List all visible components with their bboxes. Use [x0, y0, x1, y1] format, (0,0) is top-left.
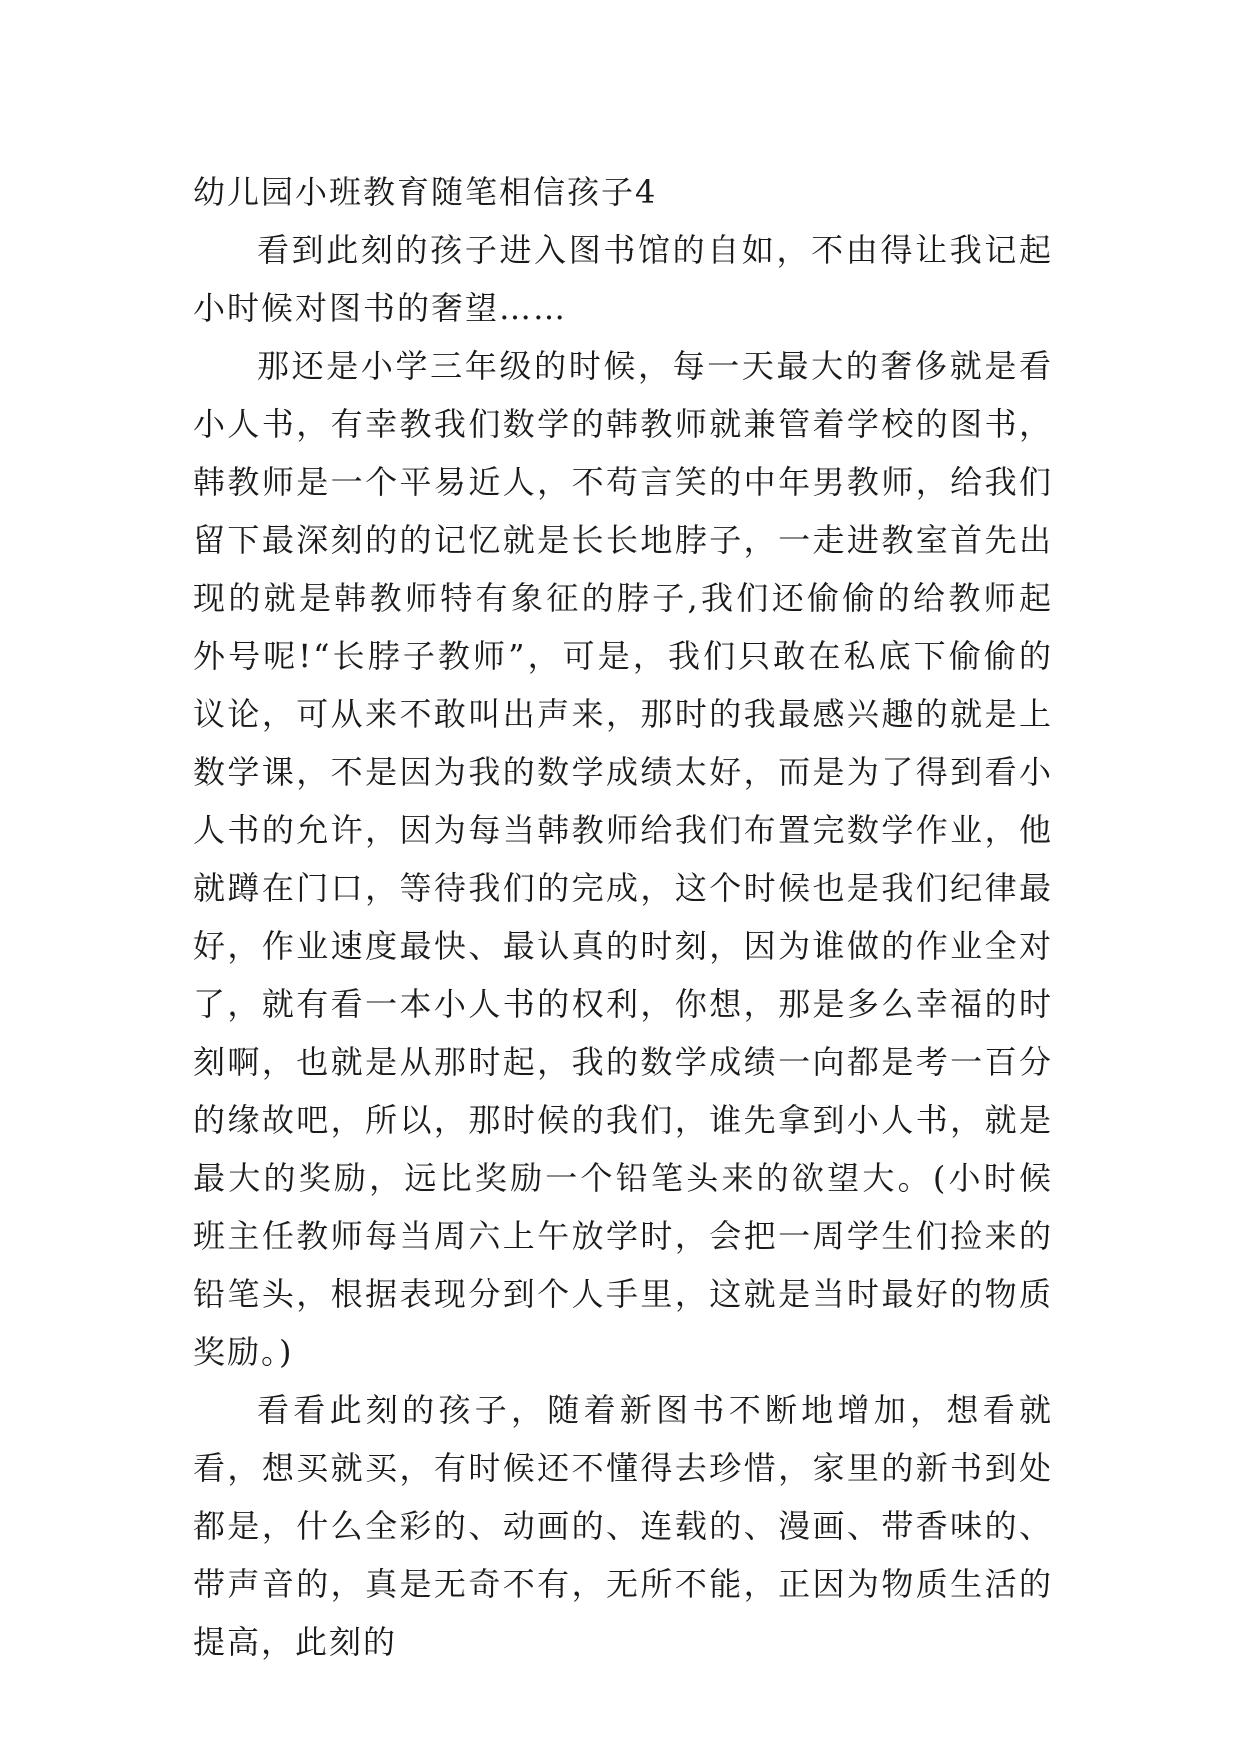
document-title: 幼儿园小班教育随笔相信孩子4 [193, 173, 658, 211]
paragraph-1: 看到此刻的孩子进入图书馆的自如，不由得让我记起小时候对图书的奢望…… [193, 231, 1053, 327]
document-body [193, 163, 1053, 1671]
paragraph-3: 看看此刻的孩子，随着新图书不断地增加，想看就看，想买就买，有时候还不懂得去珍惜，家里的新书到处都是，什么全彩的、动画的、连载的、漫画、带香味的、带声音的，真是无奇不有，无所不能，正因为物质生活的提高，此刻的 [193, 1391, 1053, 1661]
paragraph-2: 那还是小学三年级的时候，每一天最大的奢侈就是看小人书，有幸教我们数学的韩教师就兼管着学校的图书，韩教师是一个平易近人，不苟言笑的中年男教师，给我们留下最深刻的的记忆就是长长地脖子，一走进教室首先出现的就是韩教师特有象征的脖子,我们还偷偷的给教师起外号呢!“长脖子教师”，可是，我们只敢在私底下偷偷的议论，可从来不敢叫出声来，那时的我最感兴趣的就是上数学课，不是因为我的数学成绩太好，而是为了得到看小人书的允许，因为每当韩教师给我们布置完数学作业，他就蹲在门口，等待我们的完成，这个时候也是我们纪律最好，作业速度最快、最认真的时刻，因为谁做的作业全对了，就有看一本小人书的权利，你想，那是多么幸福的时刻啊，也就是从那时起，我的数学成绩一向都是考一百分的缘故吧，所以，那时候的我们，谁先拿到小人书，就是最大的奖励，远比奖励一个铅笔头来的欲望大。(小时候班主任教师每当周六上午放学时，会把一周学生们捡来的铅笔头，根据表现分到个人手里，这就是当时最好的物质奖励。) [193, 347, 1053, 1371]
